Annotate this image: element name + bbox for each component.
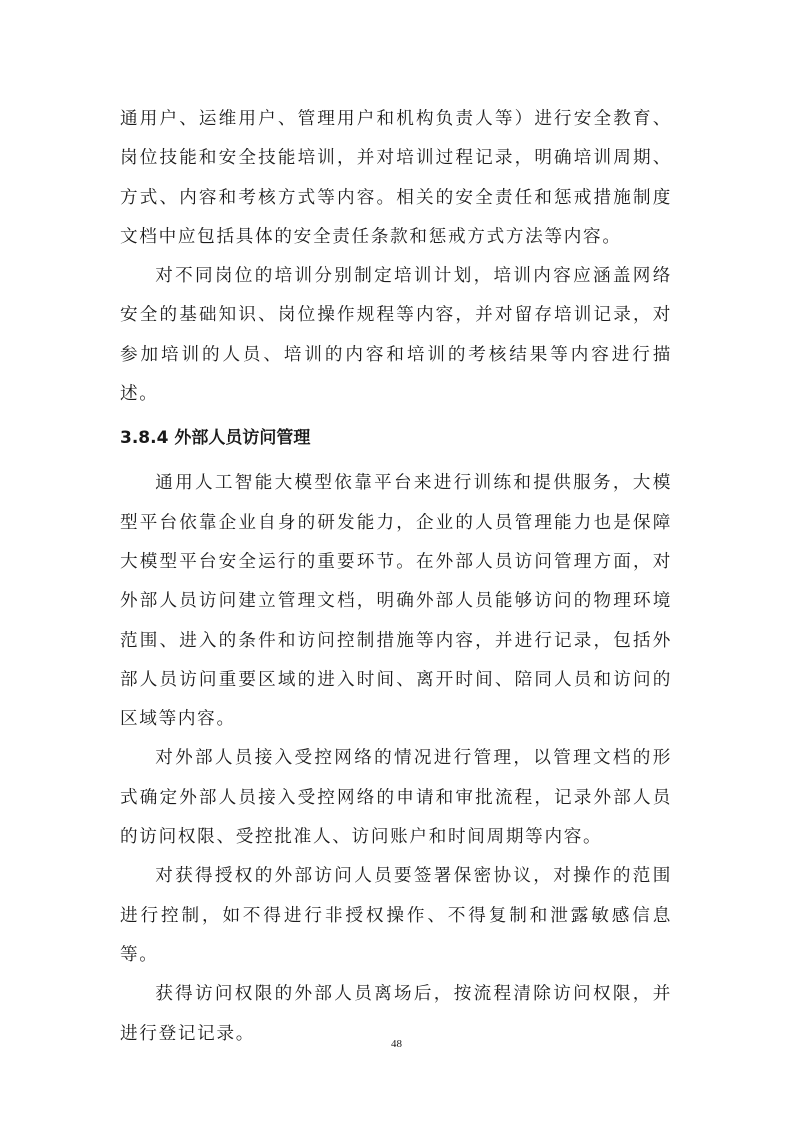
paragraph-confidentiality: 对获得授权的外部访问人员要签署保密协议，对操作的范围进行控制，如不得进行非授权操作、不得复制和泄露敏感信息等。: [120, 866, 672, 965]
section-heading: 3.8.4 外部人员访问管理: [120, 428, 311, 449]
paragraph-controlled-network: 对外部人员接入受控网络的情况进行管理，以管理文档的形式确定外部人员接入受控网络的申请和审批流程，记录外部人员的访问权限、受控批准人、访问账户和时间周期等内容。: [120, 748, 672, 848]
paragraph-continued: 通用户、运维用户、管理用户和机构负责人等）进行安全教育、岗位技能和安全技能培训，并对培训过程记录，明确培训周期、方式、内容和考核方式等内容。相关的安全责任和惩戒措施制度文档中应包括具体的安全责任条款和惩戒方式方法等内容。: [120, 109, 672, 247]
paragraph-revoke-access: 获得访问权限的外部人员离场后，按流程清除访问权限，并进行登记记录。: [120, 984, 672, 1044]
paragraph-training-plan: 对不同岗位的培训分别制定培训计划，培训内容应涵盖网络安全的基础知识、岗位操作规程等内容，并对留存培训记录，对参加培训的人员、培训的内容和培训的考核结果等内容进行描述。: [120, 266, 672, 405]
document-page: [120, 100, 672, 1054]
page-number: 48: [391, 1038, 402, 1050]
paragraph-external-access-overview: 通用人工智能大模型依靠平台来进行训练和提供服务，大模型平台依靠企业自身的研发能力，企业的人员管理能力也是保障大模型平台安全运行的重要环节。在外部人员访问管理方面，对外部人员访问建立管理文档，明确外部人员能够访问的物理环境范围、进入的条件和访问控制措施等内容，并进行记录，包括外部人员访问重要区域的进入时间、离开时间、陪同人员和访问的区域等内容。: [120, 473, 672, 730]
